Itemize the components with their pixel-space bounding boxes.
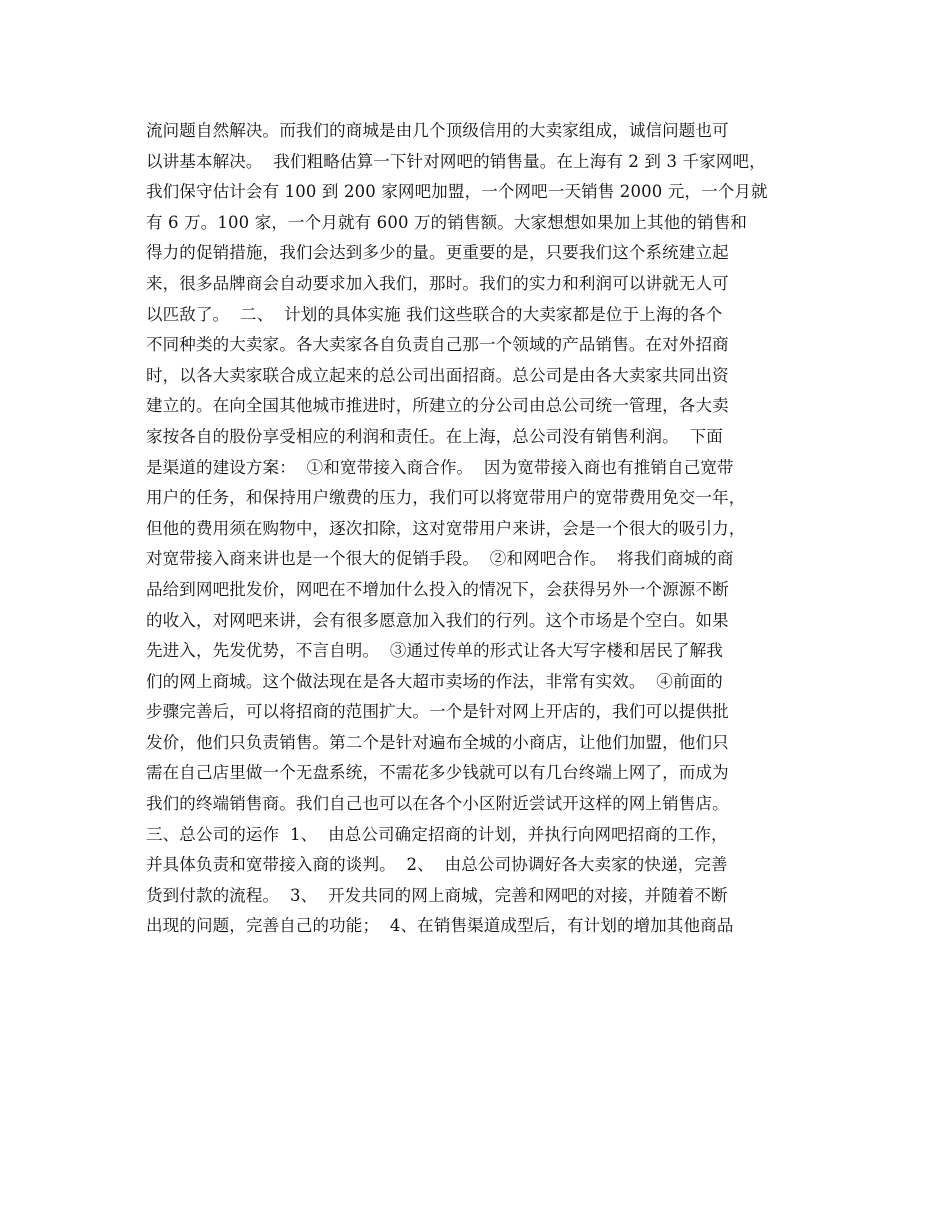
text-line-3: 我们保守估计会有 100 到 200 家网吧加盟，一个网吧一天销售 2000 元，一个月就 (146, 182, 768, 202)
text-line-17: 的收入，对网吧来讲，会有很多愿意加入我们的行列。这个市场是个空白。如果 (146, 610, 729, 630)
text-line-6: 来，很多品牌商会自动要求加入我们，那时。我们的实力和利润可以讲就无人可 (146, 273, 729, 293)
text-line-4: 有 6 万。100 家，一个月就有 600 万的销售额。大家想想如果加上其他的销售和 (146, 212, 748, 232)
text-line-19: 们的网上商城。这个做法现在是各大超市卖场的作法，非常有实效。 ④前面的 (146, 671, 723, 691)
text-line-9: 时，以各大卖家联合成立起来的总公司出面招商。总公司是由各大卖家共同出资 (146, 365, 729, 385)
text-line-7: 以匹敌了。 二、 计划的具体实施 我们这些联合的大卖家都是位于上海的各个 (146, 304, 723, 324)
text-line-8: 不同种类的大卖家。各大卖家各自负责自己那一个领域的产品销售。在对外招商 (146, 335, 729, 355)
text-line-20: 步骤完善后，可以将招商的范围扩大。一个是针对网上开店的，我们可以提供批 (146, 702, 729, 722)
text-line-27: 出现的问题，完善自己的功能； 4、在销售渠道成型后，有计划的增加其他商品 (146, 916, 734, 936)
text-line-25: 并具体负责和宽带接入商的谈判。 2、 由总公司协调好各大卖家的快递，完善 (146, 855, 728, 875)
text-line-24: 三、总公司的运作 1、 由总公司确定招商的计划，并执行向网吧招商的工作， (146, 824, 728, 844)
text-line-18: 先进入，先发优势，不言自明。 ③通过传单的形式让各大写字楼和居民了解我 (146, 641, 723, 661)
text-line-16: 品给到网吧批发价，网吧在不增加什么投入的情况下，会获得另外一个源源不断 (146, 579, 729, 599)
text-line-13: 用户的任务，和保持用户缴费的压力，我们可以将宽带用户的宽带费用免交一年， (146, 488, 746, 508)
body-text (146, 116, 816, 942)
text-line-15: 对宽带接入商来讲也是一个很大的促销手段。 ②和网吧合作。 将我们商城的商 (146, 549, 734, 569)
text-line-12: 是渠道的建设方案： ①和宽带接入商合作。 因为宽带接入商也有推销自己宽带 (146, 457, 734, 477)
text-line-2: 以讲基本解决。 我们粗略估算一下针对网吧的销售量。在上海有 2 到 3 千家网吧， (146, 151, 766, 171)
text-line-11: 家按各自的股份享受相应的利润和责任。在上海，总公司没有销售利润。 下面 (146, 426, 723, 446)
text-line-23: 我们的终端销售商。我们自己也可以在各个小区附近尝试开这样的网上销售店。 (146, 794, 729, 814)
text-line-22: 需在自己店里做一个无盘系统，不需花多少钱就可以有几台终端上网了，而成为 (146, 763, 729, 783)
text-line-26: 货到付款的流程。 3、 开发共同的网上商城，完善和网吧的对接，并随着不断 (146, 885, 728, 905)
text-line-10: 建立的。在向全国其他城市推进时，所建立的分公司由总公司统一管理，各大卖 (146, 396, 729, 416)
text-line-14: 但他的费用须在购物中，逐次扣除，这对宽带用户来讲，会是一个很大的吸引力， (146, 518, 746, 538)
text-line-1: 流问题自然解决。而我们的商城是由几个顶级信用的大卖家组成，诚信问题也可 (146, 121, 729, 140)
text-line-21: 发价，他们只负责销售。第二个是针对遍布全城的小商店，让他们加盟，他们只 (146, 732, 729, 752)
text-line-5: 得力的促销措施，我们会达到多少的量。更重要的是，只要我们这个系统建立起 (146, 243, 729, 263)
